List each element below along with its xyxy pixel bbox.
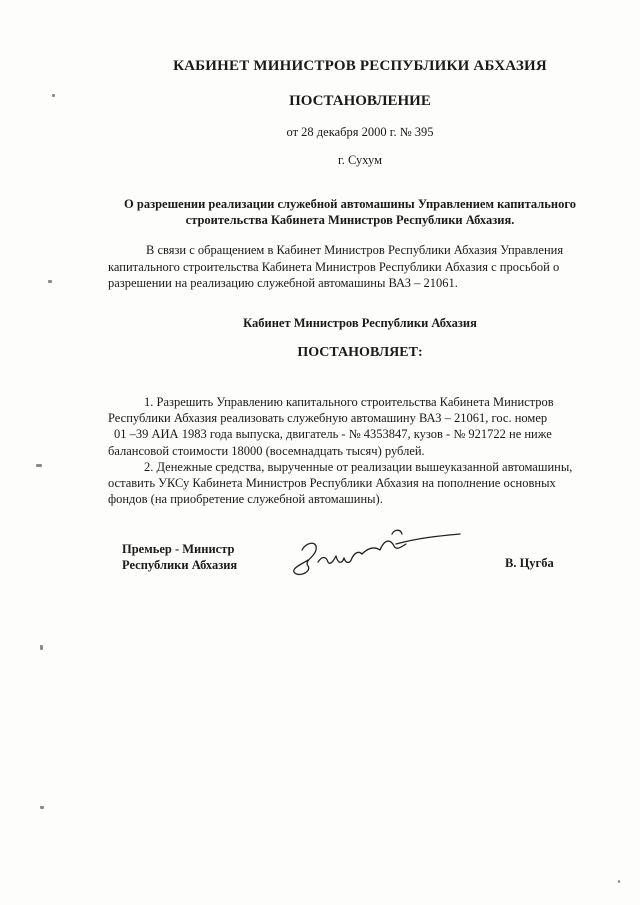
scan-speck: [40, 645, 43, 650]
preamble-line: капитального строительства Кабинета Министров Республики Абхазия с просьбой о: [108, 259, 560, 274]
clause-line: 1. Разрешить Управлению капитального строительства Кабинета Министров: [144, 395, 554, 409]
scan-speck: [48, 280, 52, 283]
document-date: от 28 декабря 2000 г. № 395: [286, 125, 434, 139]
preamble-line: В связи с обращением в Кабинет Министров Республики Абхазия Управления: [146, 243, 564, 257]
document-type: ПОСТАНОВЛЕНИЕ: [289, 93, 431, 109]
clause-2: [108, 459, 598, 508]
preamble-line: разрешении на реализацию служебной автомашины ВАЗ – 21061.: [108, 276, 458, 290]
clause-1: [108, 394, 598, 459]
subject-line: О разрешении реализации служебной автомашины Управлением капитального: [124, 197, 576, 211]
scan-speck: [618, 880, 620, 883]
signatory-name: В. Цугба: [505, 556, 554, 570]
signature-drawing: [288, 520, 468, 590]
clause-line: балансовой стоимости 18000 (восемнадцать тысяч) рублей.: [108, 443, 425, 458]
document-city: г. Сухум: [337, 153, 382, 167]
preamble: [108, 242, 598, 292]
subject-line: строительства Кабинета Министров Республики Абхазия.: [185, 213, 515, 227]
signatory-title: [122, 541, 302, 573]
signatory-title-line: Республики Абхазия: [122, 558, 238, 572]
scan-speck: [36, 464, 42, 467]
decides-heading: ПОСТАНОВЛЯЕТ:: [297, 345, 423, 360]
issuing-authority: Кабинет Министров Республики Абхазия: [243, 316, 477, 330]
clauses: [108, 394, 598, 507]
clause-line: оставить УКСу Кабинета Министров Республики Абхазия на пополнение основных: [108, 476, 556, 491]
institution-title: КАБИНЕТ МИНИСТРОВ РЕСПУБЛИКИ АБХАЗИЯ: [173, 58, 547, 74]
clause-line: фондов (на приобретение служебной автомашины).: [108, 492, 383, 507]
signatory-title-line: Премьер - Министр: [122, 542, 235, 556]
clause-line: 2. Денежные средства, вырученные от реализации вышеуказанной автомашины,: [144, 459, 573, 474]
clause-line: Республики Абхазия реализовать служебную автомашину ВАЗ – 21061, гос. номер: [108, 411, 548, 426]
document-subject: [100, 196, 600, 228]
scan-speck: [40, 806, 44, 809]
handwritten-signature: [288, 520, 468, 595]
clause-line: 01 –39 АИА 1983 года выпуска, двигатель - № 4353847, кузов - № 921722 не ниже: [114, 427, 552, 442]
scan-speck: [52, 94, 55, 97]
